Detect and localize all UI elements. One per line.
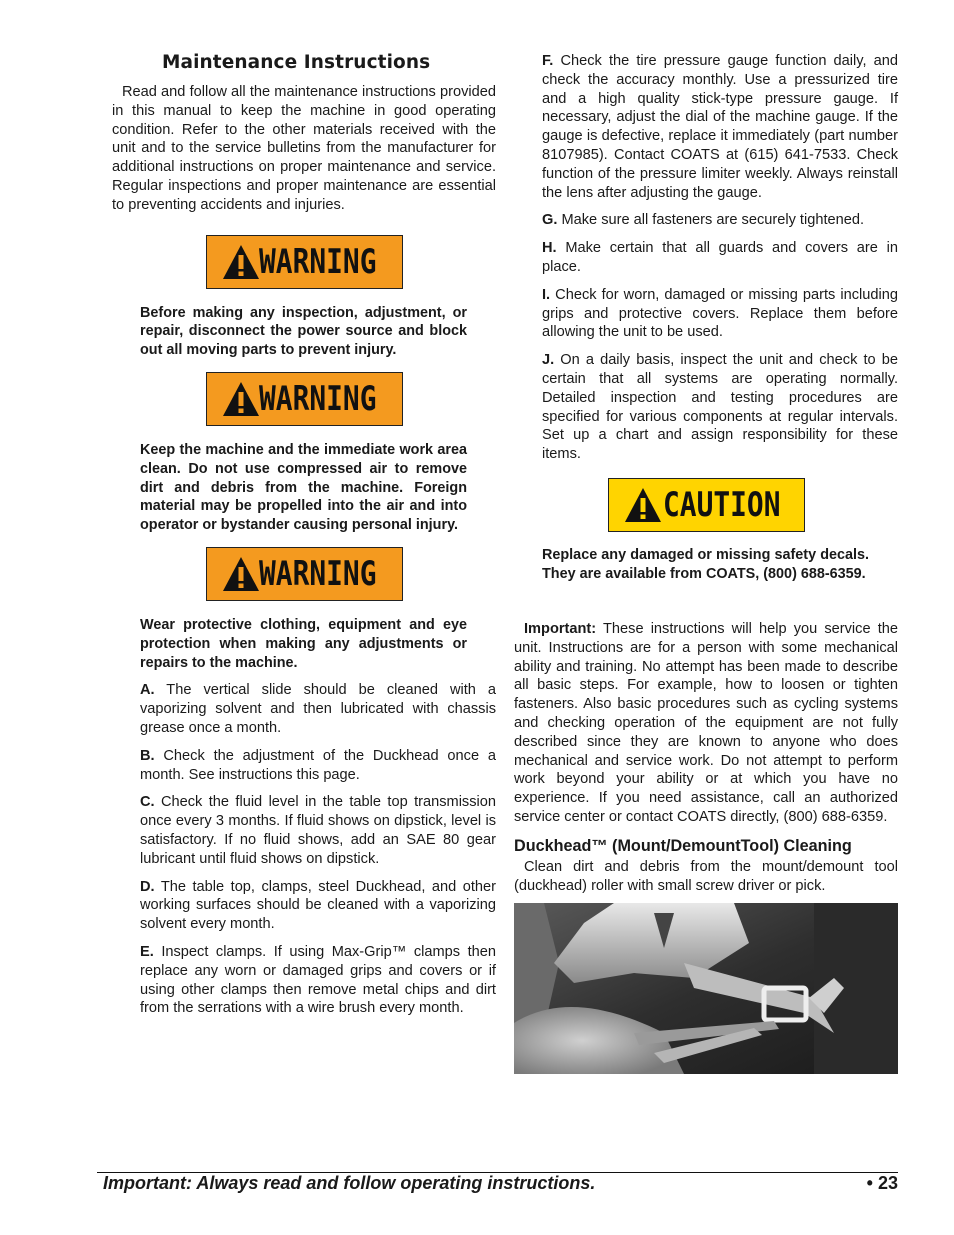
warning-text: Before making any inspection, adjustment, or repair, disconnect the power source and block out all moving parts to prevent injury. [140, 304, 467, 359]
warning-triangle-icon [221, 555, 261, 593]
maintenance-item-e: E. Inspect clamps. If using Max-Grip™ clamps then replace any worn or damaged grips and covers or if using other clamps then remove metal chips and dirt from the serrations with a wire brush every month. [140, 943, 496, 1017]
duckhead-heading: Duckhead™ (Mount/DemountTool) Cleaning [514, 836, 852, 855]
warning-sign [206, 235, 403, 289]
warning-text: Keep the machine and the immediate work area clean. Do not use compressed air to remove dirt and debris from the machine. Foreign material may be propelled into the air and into operator or bystander causing personal injury. [140, 441, 467, 534]
right-column [542, 52, 898, 584]
section-title: Maintenance Instructions [162, 52, 431, 73]
important-label: Important: [524, 621, 597, 637]
warning-sign [206, 372, 403, 426]
maintenance-item-b: B. Check the adjustment of the Duckhead once a month. See instructions this page. [140, 747, 496, 783]
warning-label: WARNING [259, 241, 377, 282]
maintenance-item-j: J. On a daily basis, inspect the unit and check to be certain that all systems are operating normally. Detailed inspection and testing procedures are specified for various components at regular intervals. Set up a chart and assign responsibility for these items. [542, 352, 898, 463]
right-column-lower [514, 620, 898, 1079]
caution-text: Replace any damaged or missing safety decals. They are available from COATS, (800) 688-6359. [542, 546, 869, 582]
important-paragraph: Important: These instructions will help you service the unit. Instructions are for a person with some mechanical ability and training. No attempt has been made to describe all basic steps. For example, how to loosen or tighten fasteners. Also basic procedures such as cycling systems and checking operation of the equipment are not fully described since they are known to anyone who does mechanical and service work. Do not attempt to perform work beyond your ability or at which you have no experience. If you need assistance, call an authorized service center or contact COATS directly, (800) 688-6359. [514, 621, 898, 825]
warning-label: WARNING [259, 553, 377, 594]
caution-label: CAUTION [663, 484, 781, 525]
maintenance-item-a: A. The vertical slide should be cleaned with a vaporizing solvent and then lubricated with chassis grease once a month. [140, 682, 496, 736]
maintenance-item-i: I. Check for worn, damaged or missing parts including grips and protective covers. Replace them before allowing the unit to be used. [542, 286, 898, 341]
maintenance-item-g: G. Make sure all fasteners are securely tightened. [542, 212, 865, 229]
duckhead-cleaning-photo [514, 903, 898, 1074]
duckhead-paragraph: Clean dirt and debris from the mount/demount tool (duckhead) roller with small screw driver or pick. [514, 858, 898, 894]
warning-triangle-icon [221, 380, 261, 418]
warning-label: WARNING [259, 378, 377, 419]
warning-triangle-icon [221, 243, 261, 281]
warning-sign [206, 547, 403, 601]
intro-paragraph: Read and follow all the maintenance instructions provided in this manual to keep the machine in good operating condition. Refer to the other materials received with the unit and to the service bulletins from the manufacturer for additional instructions on proper maintenance and service. Regular inspections and proper maintenance are essential to preventing accidents and injuries. [112, 84, 496, 213]
footer-note: Important: Always read and follow operating instructions. [103, 1173, 596, 1193]
maintenance-item-c: C. Check the fluid level in the table top transmission once every 3 months. If fluid shows on dipstick, level is satisfactory. If no fluid shows, add an SAE 80 gear lubricant until fluid shows on dipstick. [140, 794, 496, 867]
caution-sign [608, 478, 805, 532]
warning-text: Wear protective clothing, equipment and eye protection when making any adjustments or repairs to the machine. [140, 616, 467, 671]
caution-triangle-icon [623, 486, 663, 524]
maintenance-item-f: F. Check the tire pressure gauge function daily, and check the accuracy monthly. Use a pressurized tire and a high quality stick-type pressure gauge. If necessary, adjust the dial of the machine gauge. If the gauge is defective, replace it immediately (part number 8107985). Contact COATS at (615) 641-7533. Check function of the pressure limiter weekly. Always reinstall the lens after adjusting the gauge. [542, 53, 898, 201]
maintenance-item-d: D. The table top, clamps, steel Duckhead, and other working surfaces should be cleaned with a vaporizing solvent every month. [140, 878, 496, 933]
maintenance-item-h: H. Make certain that all guards and covers are in place. [542, 240, 898, 275]
left-column [112, 52, 496, 1027]
page-number: • 23 [866, 1173, 898, 1193]
